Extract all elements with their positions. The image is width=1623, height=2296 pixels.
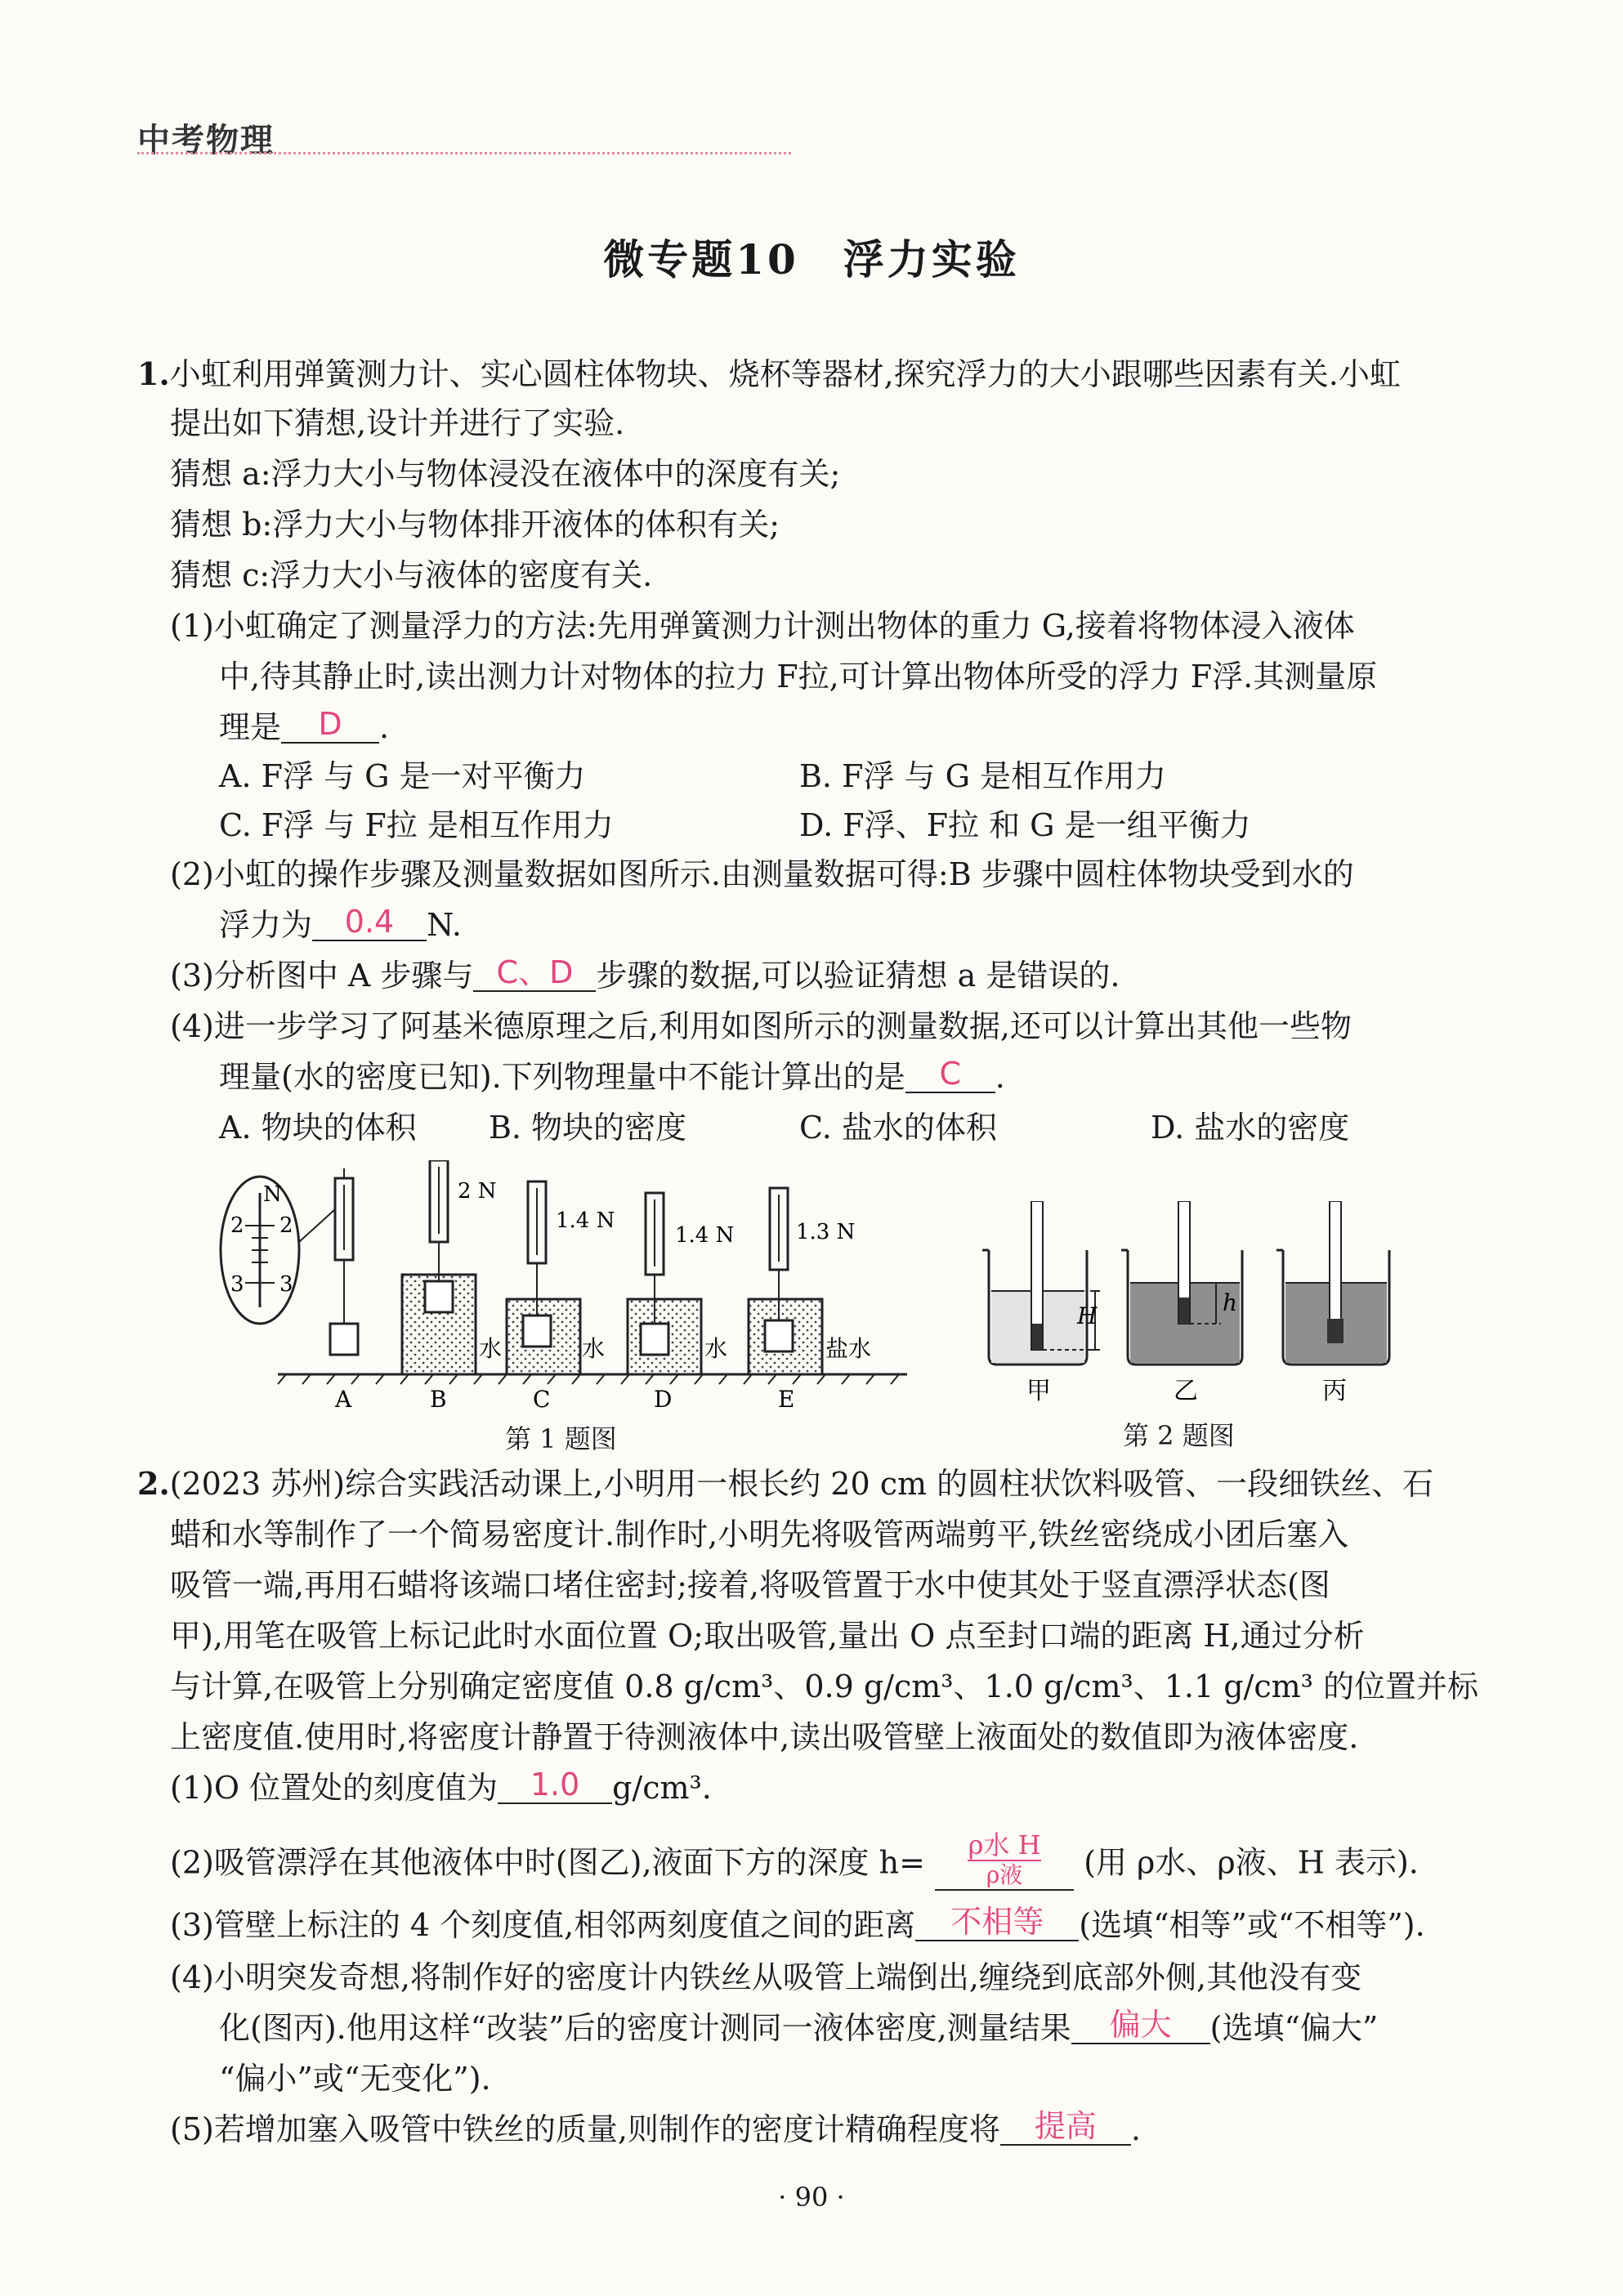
label-jia: 甲 (1026, 1377, 1051, 1405)
q1-part2-answer: 0.4 (312, 904, 427, 941)
step-d-reading: 1.4 N (675, 1223, 735, 1248)
step-d-setup (628, 1193, 734, 1374)
q2-line6: 上密度值.使用时,将密度计静置于待测液体中,读出吸管壁上液面处的数值即为液体密度. (170, 1719, 1359, 1755)
step-label-d: D (654, 1386, 673, 1413)
gauge-unit-label: N (263, 1182, 282, 1207)
q1-stem-text1: 小虹利用弹簧测力计、实心圆柱体物块、烧杯等器材,探究浮力的大小跟哪些因素有关.小虹 (169, 356, 1401, 392)
step-c-liquid: 水 (582, 1335, 606, 1362)
label-yi: 乙 (1174, 1377, 1198, 1405)
step-e-reading: 1.3 N (796, 1220, 856, 1244)
label-upper-h: H (1077, 1302, 1098, 1329)
step-c-reading: 1.4 N (556, 1208, 615, 1233)
gauge-magnifier (221, 1177, 335, 1324)
step-a-setup (330, 1168, 358, 1355)
q1-part1-line1: (1)小虹确定了测量浮力的方法:先用弹簧测力计测出物体的重力 G,接着将物体浸入液体 (170, 608, 1355, 644)
q1-part1-post: . (379, 709, 390, 745)
q2-part4-line2 (219, 2007, 1379, 2048)
figure-1-buoyancy-experiment (212, 1160, 932, 1414)
q1-part1-answer: D (281, 706, 379, 744)
q1-part4-line2 (219, 1056, 1005, 1097)
q2-part5 (170, 2108, 1142, 2149)
q2-part3 (170, 1904, 1425, 1945)
q2-part3-pre: (3)管壁上标注的 4 个刻度值,相邻两刻度值之间的距离 (170, 1907, 916, 1943)
label-bing: 丙 (1322, 1377, 1347, 1405)
q2-part2-fraction-denominator: ρ液 (986, 1861, 1023, 1888)
q1-part3 (170, 954, 1120, 995)
figure-1-caption: 第 1 题图 (505, 1423, 617, 1454)
q1-part2-line2 (219, 904, 462, 945)
beaker-jia (982, 1201, 1100, 1365)
step-b-reading: 2 N (458, 1179, 497, 1204)
q2-part2-post: (用 ρ水、ρ液、H 表示). (1084, 1844, 1419, 1881)
step-b-setup (402, 1160, 502, 1374)
step-label-b: B (430, 1386, 447, 1413)
page-title: 微专题10 浮力实验 (603, 235, 1020, 284)
q2-part1-post: g/cm³. (612, 1770, 712, 1806)
q1-stem-line2: 提出如下猜想,设计并进行了实验. (170, 405, 625, 441)
q2-line5: 与计算,在吸管上分别确定密度值 0.8 g/cm³、0.9 g/cm³、1.0 g/cm³、1.1 g/cm³ 的位置并标 (170, 1668, 1478, 1704)
label-lower-h: h (1223, 1289, 1238, 1316)
q2-line1-text: (2023 苏州)综合实践活动课上,小明用一根长约 20 cm 的圆柱状饮料吸管、一段细铁丝、石 (169, 1466, 1434, 1502)
q1-part4-line1: (4)进一步学习了阿基米德原理之后,利用如图所示的测量数据,还可以计算出其他一些物 (170, 1008, 1352, 1044)
q2-line1 (137, 1466, 1433, 1502)
figure-2-densimeter (972, 1201, 1430, 1405)
q1-part4-answer: C (905, 1056, 995, 1093)
q2-part5-post: . (1130, 2111, 1142, 2147)
gauge-tick-2-left: 2 (230, 1213, 244, 1238)
q2-part3-post: (选填“相等”或“不相等”). (1079, 1907, 1425, 1943)
book-header: 中考物理 (137, 122, 275, 159)
q2-part2-pre: (2)吸管漂浮在其他液体中时(图乙),液面下方的深度 h= (170, 1844, 925, 1881)
step-label-a: A (335, 1386, 352, 1413)
step-c-setup (507, 1182, 615, 1374)
q2-part4-line1: (4)小明突发奇想,将制作好的密度计内铁丝从吸管上端倒出,缠绕到底部外侧,其他没有变 (170, 1959, 1362, 1995)
q1-part1-option-c: C. F浮 与 F拉 是相互作用力 (219, 807, 614, 843)
q1-part2-line1: (2)小虹的操作步骤及测量数据如图所示.由测量数据可得:B 步骤中圆柱体物块受到水的 (170, 856, 1354, 892)
q1-part3-answer: C、D (473, 954, 596, 992)
q2-part1-answer: 1.0 (498, 1767, 612, 1804)
q2-part3-answer: 不相等 (915, 1904, 1079, 1941)
q2-part1 (170, 1767, 712, 1807)
q1-part1-line3 (219, 706, 390, 747)
beaker-bing (1276, 1201, 1389, 1365)
q1-number: 1. (137, 355, 170, 392)
step-b-liquid: 水 (479, 1335, 503, 1362)
q2-part5-answer: 提高 (1000, 2108, 1131, 2146)
step-label-c: C (533, 1386, 551, 1413)
q1-guess-a: 猜想 a:浮力大小与物体浸没在液体中的深度有关; (170, 456, 841, 492)
header-rule (137, 152, 791, 154)
q2-line4: 甲),用笔在吸管上标记此时水面位置 O;取出吸管,量出 O 点至封口端的距离 H,通过分析 (170, 1618, 1365, 1654)
beaker-yi (1121, 1201, 1242, 1365)
q2-part2-fraction-numerator: ρ水 H (968, 1829, 1041, 1860)
q1-part4-option-d: D. 盐水的密度 (1151, 1110, 1350, 1146)
q1-part1-pre: 理是 (219, 709, 282, 745)
q2-line2: 蜡和水等制作了一个简易密度计.制作时,小明先将吸管两端剪平,铁丝密绕成小团后塞入 (170, 1517, 1349, 1552)
gauge-tick-3-left: 3 (230, 1272, 244, 1297)
gauge-tick-3-right: 3 (279, 1272, 293, 1297)
q2-part1-pre: (1)O 位置处的刻度值为 (170, 1770, 499, 1806)
q1-part1-option-b: B. F浮 与 G 是相互作用力 (799, 758, 1167, 794)
q1-part3-post: 步骤的数据,可以验证猜想 a 是错误的. (596, 958, 1120, 994)
step-e-setup (749, 1188, 871, 1374)
q2-part2 (170, 1829, 1419, 1896)
q1-part4-post: . (995, 1059, 1005, 1095)
step-label-e: E (778, 1386, 795, 1413)
q1-part1-line2: 中,待其静止时,读出测力计对物体的拉力 F拉,可计算出物体所受的浮力 F浮.其测量原 (219, 659, 1378, 695)
q1-part4-option-c: C. 盐水的体积 (799, 1110, 997, 1146)
step-e-liquid: 盐水 (825, 1335, 872, 1362)
q1-part4-option-b: B. 物块的密度 (489, 1110, 687, 1146)
q1-stem-line1 (137, 356, 1401, 392)
q2-number: 2. (137, 1465, 170, 1502)
gauge-tick-2-right: 2 (279, 1213, 293, 1238)
q1-guess-c: 猜想 c:浮力大小与液体的密度有关. (170, 557, 653, 593)
q2-part5-pre: (5)若增加塞入吸管中铁丝的质量,则制作的密度计精确程度将 (170, 2111, 1000, 2147)
q1-guess-b: 猜想 b:浮力大小与物体排开液体的体积有关; (170, 507, 780, 543)
q2-part4-line3: “偏小”或“无变化”). (219, 2061, 491, 2097)
q1-part2-pre: 浮力为 (219, 907, 313, 943)
q2-part4-answer: 偏大 (1071, 2007, 1210, 2044)
page-number: · 90 · (778, 2182, 845, 2213)
q1-part3-pre: (3)分析图中 A 步骤与 (170, 958, 474, 994)
q1-part1-option-a: A. F浮 与 G 是一对平衡力 (219, 758, 586, 794)
q2-part2-answer (935, 1830, 1074, 1891)
step-d-liquid: 水 (704, 1335, 728, 1362)
q1-part2-post: N. (427, 907, 462, 943)
figure-2-caption: 第 2 题图 (1123, 1420, 1235, 1451)
q2-line3: 吸管一端,再用石蜡将该端口堵住密封;接着,将吸管置于水中使其处于竖直漂浮状态(图 (170, 1567, 1330, 1603)
q2-part4-pre: 化(图丙).他用这样“改装”后的密度计测同一液体密度,测量结果 (219, 2010, 1071, 2046)
q1-part4-option-a: A. 物块的体积 (219, 1110, 417, 1146)
q1-part1-option-d: D. F浮、F拉 和 G 是一组平衡力 (799, 807, 1251, 843)
q1-part4-pre: 理量(水的密度已知).下列物理量中不能计算出的是 (219, 1059, 905, 1095)
q2-part4-post: (选填“偏大” (1209, 2010, 1379, 2046)
